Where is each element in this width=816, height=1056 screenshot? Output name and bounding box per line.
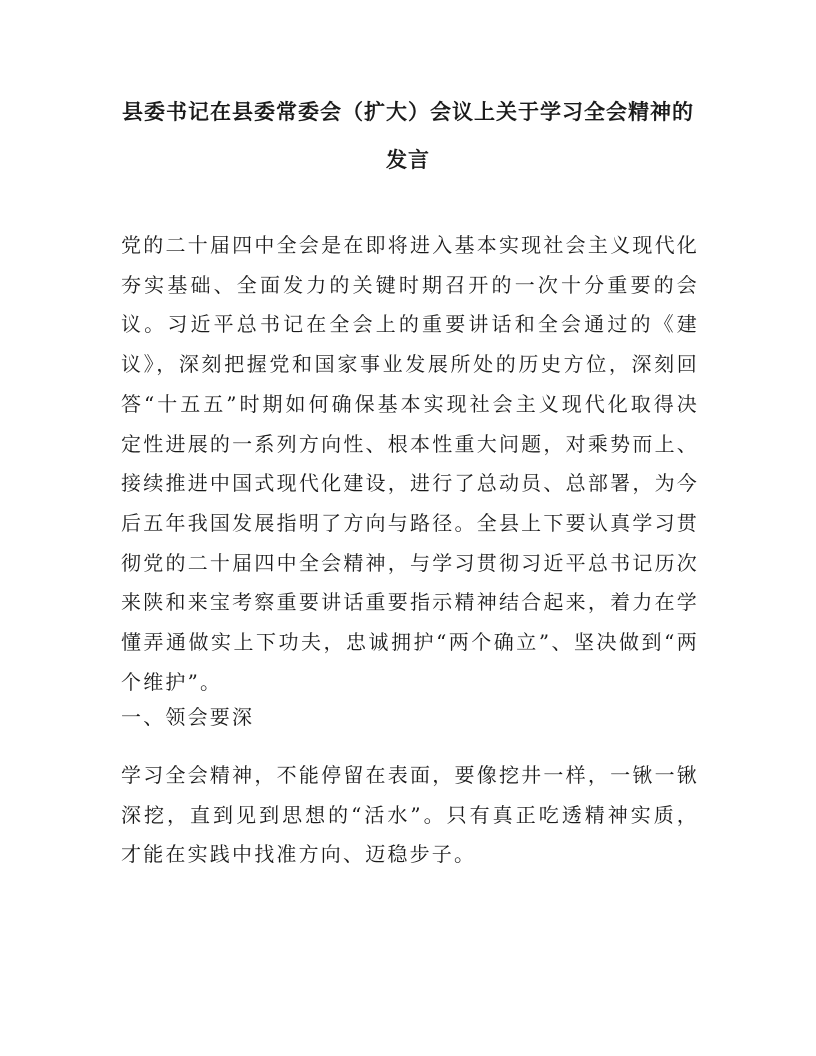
section-heading: 一、领会要深 [121,705,255,729]
document-title [100,88,716,184]
title-line-2: 发言 [386,147,430,172]
paragraph-intro: 党的二十届四中全会是在即将进入基本实现社会主义现代化夯实基础、全面发力的关键时期召开的一次十分重要的会议。习近平总书记在全会上的重要讲话和全会通过的《建议》，深刻把握党和国家事业发展所处的历史方位，深刻回答“十五五”时期如何确保基本实现社会主义现代化取得决定性进展的一系列方向性、根本性重大问题，对乘势而上、接续推进中国式现代化建设，进行了总动员、总部署，为今后五年我国发展指明了方向与路径。全县上下要认真学习贯彻党的二十届四中全会精神，与学习贯彻习近平总书记历次来陕和来宝考察重要讲话重要指示精神结合起来，着力在学懂弄通做实上下功夫，忠诚拥护“两个确立”、坚决做到“两个维护”。 [121,233,699,694]
title-line-1: 县委书记在县委常委会（扩大）会议上关于学习全会精神的 [122,99,694,124]
paragraph-section-1: 学习全会精神，不能停留在表面，要像挖井一样，一锹一锹深挖，直到见到思想的“活水”。只有真正吃透精神实质，才能在实践中找准方向、迈稳步子。 [121,763,699,867]
